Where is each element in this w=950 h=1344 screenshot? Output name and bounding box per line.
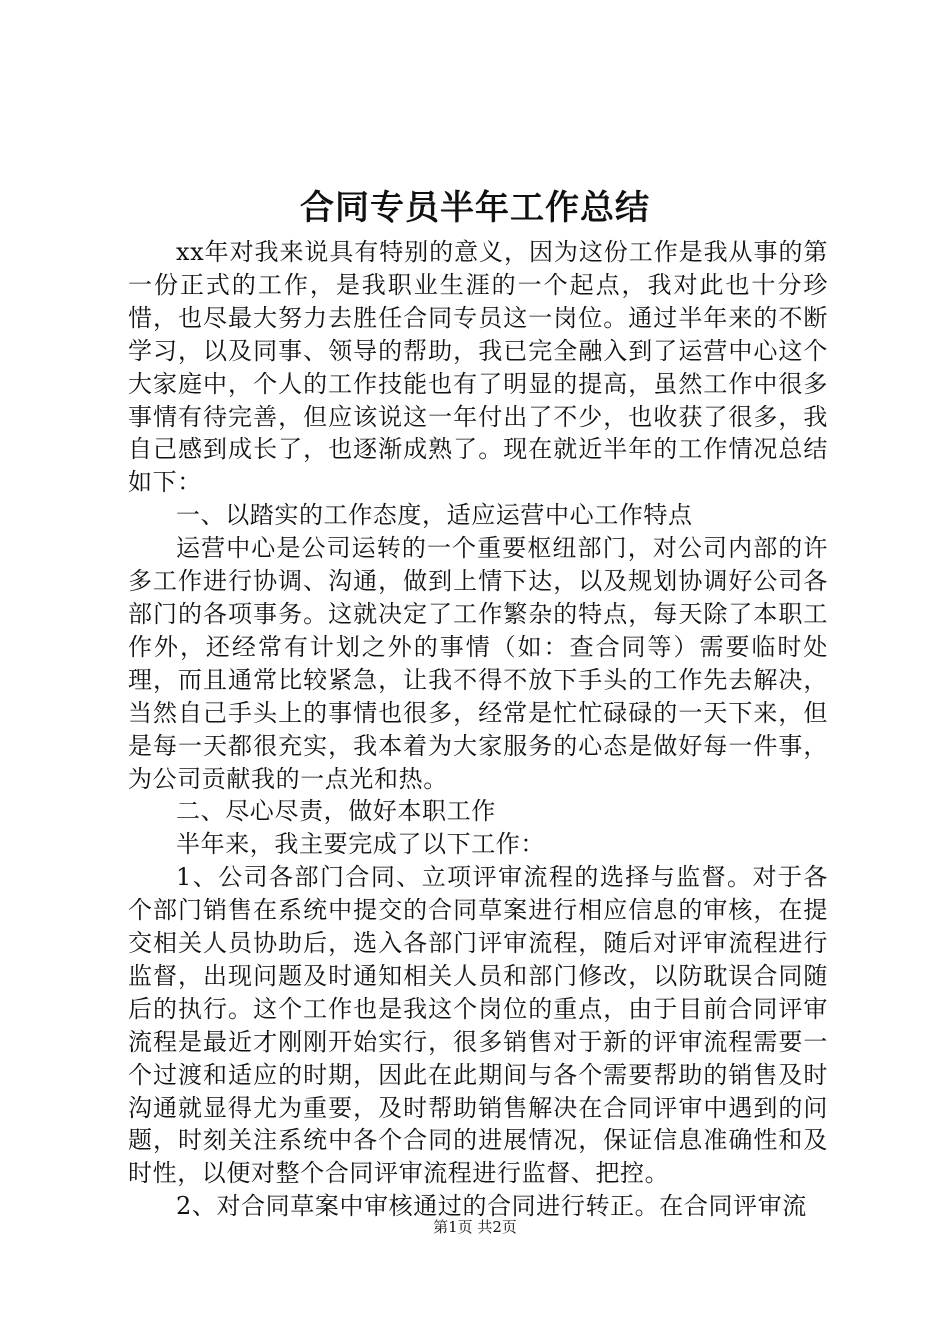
- section-heading-1: 一、以踏实的工作态度，适应运营中心工作特点: [176, 501, 693, 530]
- document-body: [128, 236, 828, 1223]
- paragraph-work-summary: 半年来，我主要完成了以下工作：: [176, 830, 545, 859]
- page-number-footer: 第1页 共2页: [433, 1218, 517, 1236]
- paragraph-operations-center: 运营中心是公司运转的一个重要枢纽部门，对公司内部的许多工作进行协调、沟通，做到上情下达，以及规划协调好公司各部门的各项事务。这就决定了工作繁杂的特点，每天除了本职工作外，还经常有计划之外的事情（如：查合同等）需要临时处理，而且通常比较紧急，让我不得不放下手头的工作先去解决，当然自己手头上的事情也很多，经常是忙忙碌碌的一天下来，但是每一天都很充实，我本着为大家服务的心态是做好每一件事，为公司贡献我的一点光和热。: [128, 534, 828, 793]
- section-heading-2: 二、尽心尽责，做好本职工作: [176, 797, 496, 826]
- document-title: 合同专员半年工作总结: [300, 188, 650, 228]
- paragraph-item-1: 1、公司各部门合同、立项评审流程的选择与监督。对于各个部门销售在系统中提交的合同草案进行相应信息的审核，在提交相关人员协助后，选入各部门评审流程，随后对评审流程进行监督，出现问题及时通知相关人员和部门修改，以防耽误合同随后的执行。这个工作也是我这个岗位的重点，由于目前合同评审流程是最近才刚刚开始实行，很多销售对于新的评审流程需要一个过渡和适应的时期，因此在此期间与各个需要帮助的销售及时沟通就显得尤为重要，及时帮助销售解决在合同评审中遇到的问题，时刻关注系统中各个合同的进展情况，保证信息准确性和及时性，以便对整个合同评审流程进行监督、把控。: [128, 863, 828, 1188]
- paragraph-item-2: 2、对合同草案中审核通过的合同进行转正。在合同评审流: [176, 1192, 807, 1221]
- paragraph-intro: xx年对我来说具有特别的意义，因为这份工作是我从事的第一份正式的工作，是我职业生涯的一个起点，我对此也十分珍惜，也尽最大努力去胜任合同专员这一岗位。通过半年来的不断学习，以及同事、领导的帮助，我已完全融入到了运营中心这个大家庭中，个人的工作技能也有了明显的提高，虽然工作中很多事情有待完善，但应该说这一年付出了不少，也收获了很多，我自己感到成长了，也逐渐成熟了。现在就近半年的工作情况总结如下：: [128, 238, 828, 497]
